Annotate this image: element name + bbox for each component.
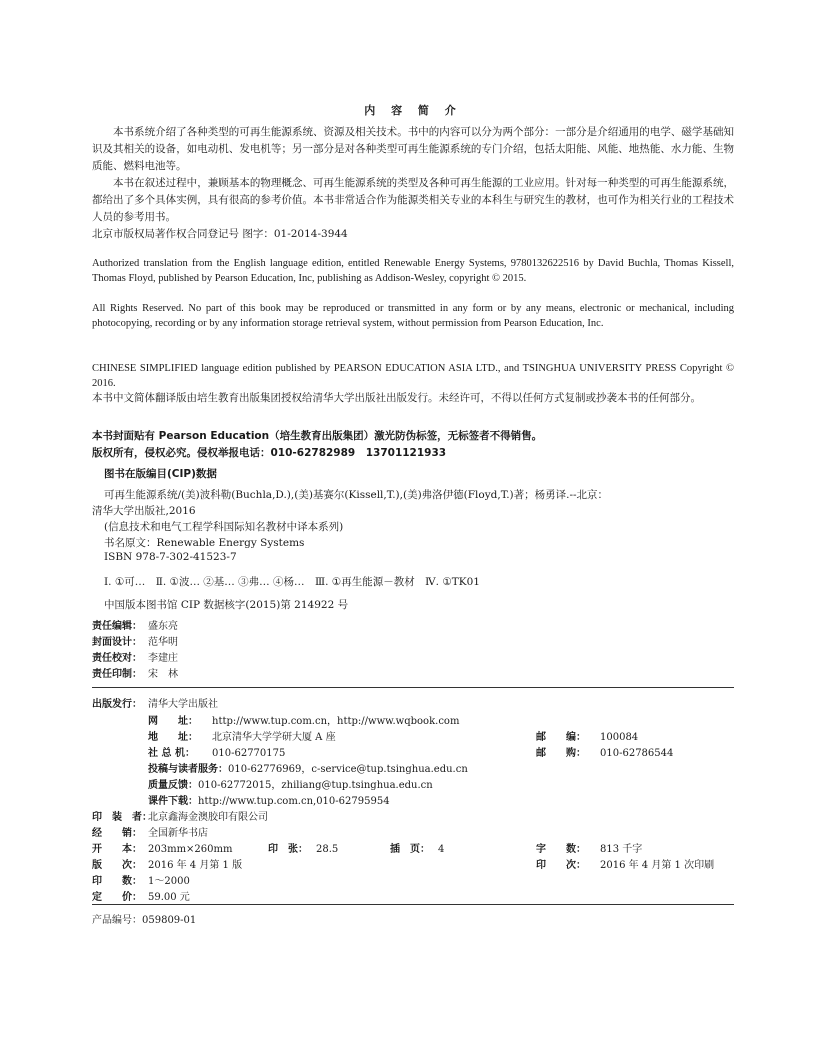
publisher-row: 出版发行： 清华大学出版社 xyxy=(92,699,218,710)
publisher-web: 网 址： http://www.tup.com.cn，http://www.wqbook.com xyxy=(148,716,460,727)
copyright-registration: 北京市版权局著作权合同登记号 图字：01-2014-3944 xyxy=(92,228,348,240)
english-rights: All Rights Reserved. No part of this book may be reproduced or transmitted in any form or by any means, electronic or mechanical, including photocopying, recording or by any information storage retrieval system, without permission from Pearson Education, Inc. xyxy=(92,303,734,329)
publisher-download: 课件下载：http://www.tup.com.cn,010-62795954 xyxy=(148,796,390,807)
edition-row: 版 次： 2016 年 4 月第 1 版 xyxy=(92,860,243,871)
words-row: 字 数： 813 千字 xyxy=(536,844,643,855)
price-row: 定 价： 59.00 元 xyxy=(92,892,190,903)
printer-row: 印 装 者：北京鑫海金澳胶印有限公司 xyxy=(92,812,268,823)
publisher-mail-order: 邮 购： 010-62786544 xyxy=(536,748,674,759)
publisher-zip: 邮 编： 100084 xyxy=(536,732,639,743)
staff-proofreader: 责任校对： 李建庄 xyxy=(92,653,178,664)
sheets-row: 印 张： 28.5 xyxy=(268,844,339,855)
cip-line-7: 中国版本图书馆 CIP 数据核字(2015)第 214922 号 xyxy=(104,599,349,611)
publisher-switchboard: 社 总 机： 010-62770175 xyxy=(148,748,286,759)
staff-printing: 责任印制： 宋 林 xyxy=(92,669,178,680)
divider-bottom xyxy=(92,904,734,905)
english-edition: CHINESE SIMPLIFIED language edition published by PEARSON EDUCATION ASIA LTD., and TSINGHUA UNIVERSITY PRESS Copyright © 2016. xyxy=(92,363,734,389)
summary-paragraph-1: 本书系统介绍了各种类型的可再生能源系统、资源及相关技术。书中的内容可以分为两个部分：一部分是介绍通用的电学、磁学基础知识及其相关的设备，如电动机、发电机等；另一部分是对各种类型可再生能源系统的专门介绍，包括太阳能、风能、地热能、水力能、生物质能、燃料电池等。 xyxy=(92,126,734,172)
staff-cover: 封面设计： 范华明 xyxy=(92,637,178,648)
publisher-service: 投稿与读者服务：010-62776969，c-service@tup.tsinghua.edu.cn xyxy=(148,764,468,775)
anticounterfeit-notice: 本书封面贴有 Pearson Education（培生教育出版集团）激光防伪标签，无标签者不得销售。 xyxy=(92,430,543,442)
format-row: 开 本： 203mm×260mm xyxy=(92,844,233,855)
staff-editor: 责任编辑： 盛东亮 xyxy=(92,621,178,632)
product-number: 产品编号：059809-01 xyxy=(92,915,197,926)
summary-paragraph-2: 本书在叙述过程中，兼顾基本的物理概念、可再生能源系统的类型及各种可再生能源的工业应用。针对每一种类型的可再生能源系统，都给出了多个具体实例，具有很高的参考价值。本书非常适合作为能源类相关专业的本科生与研究生的教材，也可作为相关行业的工程技术人员的参考用书。 xyxy=(92,177,734,223)
cip-line-2: 清华大学出版社,2016 xyxy=(92,505,196,517)
piracy-notice: 版权所有，侵权必究。侵权举报电话：010-62782989 13701121933 xyxy=(92,447,447,459)
print-count-row: 印 数： 1～2000 xyxy=(92,876,190,887)
cip-line-5: ISBN 978-7-302-41523-7 xyxy=(104,551,237,563)
chinese-authorization: 本书中文简体翻译版由培生教育出版集团授权给清华大学出版社出版发行。未经许可，不得以任何方式复制或抄袭本书的任何部分。 xyxy=(92,392,701,404)
divider-top xyxy=(92,687,734,688)
cip-line-1: 可再生能源系统/(美)波科勒(Buchla,D.),(美)基赛尔(Kissell,T.),(美)弗洛伊德(Floyd,T.)著；杨勇译.--北京： xyxy=(104,489,609,501)
printing-row: 印 次： 2016 年 4 月第 1 次印刷 xyxy=(536,860,715,871)
cip-line-6: Ⅰ. ①可… Ⅱ. ①波… ②基… ③弗… ④杨… Ⅲ. ①再生能源－教材 Ⅳ. ①TK01 xyxy=(104,576,480,588)
summary-title: 内 容 简 介 xyxy=(364,104,462,117)
cip-line-4: 书名原文：Renewable Energy Systems xyxy=(104,537,305,549)
english-authorization: Authorized translation from the English language edition, entitled Renewable Energy Systems, 9780132622516 by David Buchla, Thomas Kissell, Thomas Floyd, published by Pearson Education, Inc, publishing as Addison-Wesley, copyright © 2015. xyxy=(92,258,734,284)
cip-heading: 图书在版编目(CIP)数据 xyxy=(104,468,217,480)
inserts-row: 插 页： 4 xyxy=(390,844,445,855)
cip-line-3: (信息技术和电气工程学科国际知名教材中译本系列) xyxy=(104,521,344,533)
publisher-address: 地 址： 北京清华大学学研大厦 A 座 xyxy=(148,732,336,743)
publisher-feedback: 质量反馈：010-62772015，zhiliang@tup.tsinghua.edu.cn xyxy=(148,780,433,791)
distributor-row: 经 销： 全国新华书店 xyxy=(92,828,208,839)
